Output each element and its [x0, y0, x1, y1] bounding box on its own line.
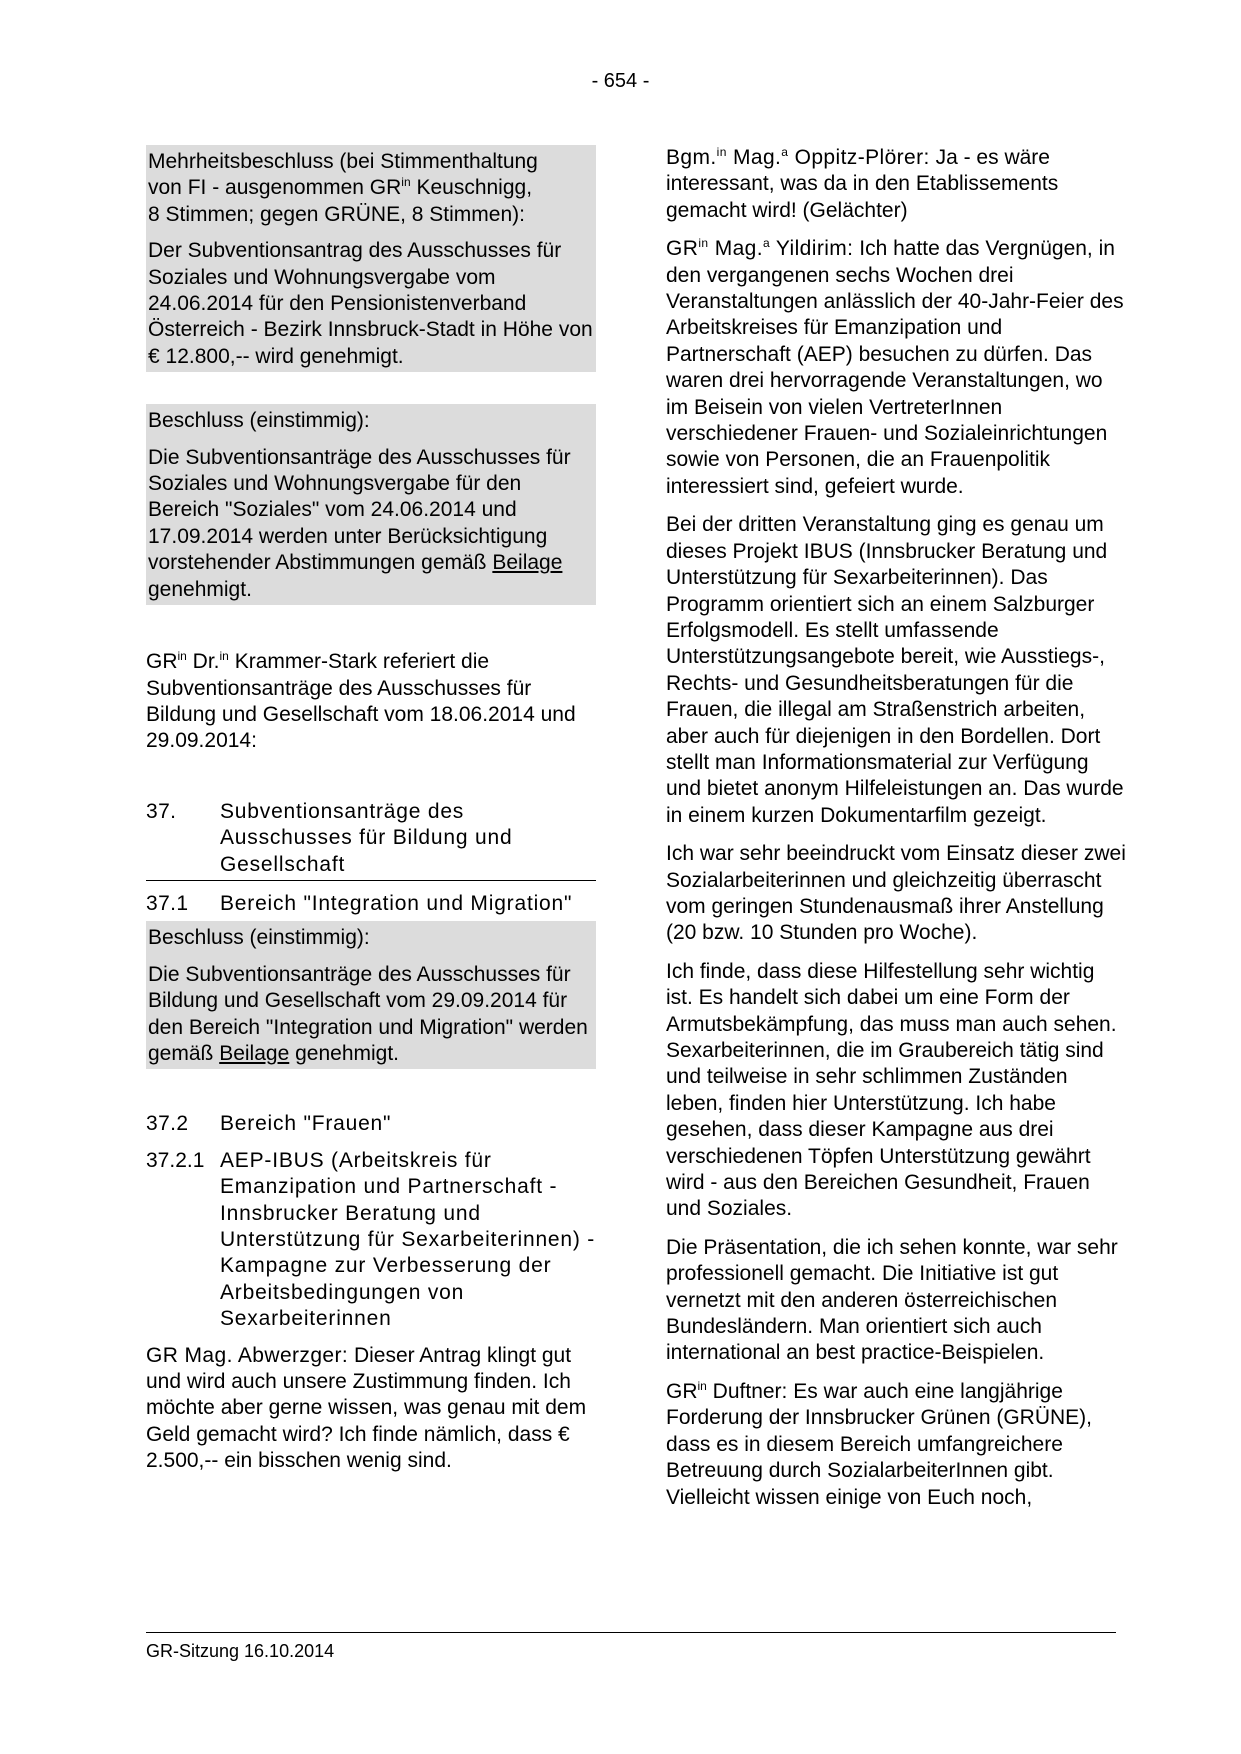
- speaker-name: $GR^{in}$ Mag.$^a$ Yildirim:: [666, 236, 854, 261]
- left-column: [146, 145, 596, 1475]
- item-title: AEP-IBUS (Arbeitskreis für Emanzipation und Partnerschaft - Innsbrucker Beratung und Unterstützung für Sexarbeiterinnen) - Kampagne zur Verbesserung der Arbeitsbedingungen von Sexarbeiterinnen: [220, 1148, 596, 1331]
- speech-paragraph: Bei der dritten Veranstaltung ging es genau um dieses Projekt IBUS (Innsbrucker Beratung und Unterstützung für Sexarbeiterinnen). Das Programm orientiert sich an einem Salzburger Erfolgsmodell. Es stellt umfassende Unterstützungsangebote bereit, wie Ausstiegs-, Rechts- und Gesundheitsberatungen für die Frauen, die illegal am Straßenstrich arbeiten, aber auch für diejenigen in den Bordellen. Dort stellt man Informationsmaterial zur Verfügung und bietet anonym Hilfeleistungen an. Das wurde in einem kurzen Dokumentarfilm gezeigt.: [666, 513, 1124, 827]
- attachment-link[interactable]: Beilage: [219, 1041, 290, 1065]
- item-number: 37.2: [146, 1112, 189, 1136]
- speech-paragraph: Die Präsentation, die ich sehen konnte, war sehr professionell gemacht. Die Initiative ist gut vernetzt mit den anderen österreichischen Bundesländern. Man orientiert sich auch international an best practice-Beispielen.: [666, 1235, 1118, 1365]
- resolution-text: Die Subventionsanträge des Ausschusses für Bildung und Gesellschaft vom 29.09.2014 für den Bereich "Integration und Migration" werden gemäß Beilage genehmigt.: [148, 962, 588, 1065]
- item-title: Subventionsanträge des Ausschusses für Bildung und Gesellschaft: [220, 799, 513, 876]
- page-number: - 654 -: [591, 70, 650, 92]
- footer-divider: [146, 1632, 1116, 1633]
- attachment-link[interactable]: Beilage: [492, 551, 563, 575]
- speaker-name: $GR^{in}$ Duftner:: [666, 1379, 788, 1403]
- resolution-box-integration: [146, 921, 596, 1069]
- item-title: Bereich "Integration und Migration": [220, 891, 573, 915]
- agenda-item-37: [146, 799, 596, 881]
- agenda-item-37-1: [146, 891, 596, 917]
- item-number: 37.: [146, 799, 177, 823]
- resolution-text: Die Subventionsanträge des Ausschusses für Soziales und Wohnungsvergabe für den Bereich "Soziales" vom 24.06.2014 und 17.09.2014 werden unter Berücksichtigung vorstehender Abstimmungen gemäß Beilage genehmigt.: [148, 445, 571, 601]
- right-column: [666, 145, 1126, 1511]
- resolution-text: Der Subventionsantrag des Ausschusses für Soziales und Wohnungsvergabe vom 24.06.2014 für den Pensionistenverband Österreich - Bezirk Innsbruck-Stadt in Höhe von € 12.800,-- wird genehmigt.: [148, 239, 593, 368]
- item-title: Bereich "Frauen": [220, 1112, 392, 1136]
- speech-paragraph: Ich finde, dass diese Hilfestellung sehr wichtig ist. Es handelt sich dabei um eine Form der Armutsbekämpfung, das muss man auch sehen. Sexarbeiterinnen, die im Graubereich tätig sind und teilweise in sehr schlimmen Zuständen leben, finden hier Unterstützung. Ich habe gesehen, dass dieser Kampagne aus drei verschiedenen Töpfen Unterstützung gewährt wird - aus den Bereichen Gesundheit, Frauen und Soziales.: [666, 959, 1117, 1221]
- agenda-item-37-2: [146, 1111, 596, 1137]
- item-number: 37.2.1: [146, 1148, 205, 1172]
- speaker-name: Bgm.$^{in}$ Mag.$^a$ Oppitz-Plörer:: [666, 145, 930, 169]
- resolution-heading: Beschluss (einstimmig):: [148, 409, 370, 433]
- speech-duftner: $GR^{in}$ Duftner: Es war auch eine langjährige Forderung der Innsbrucker Grünen (GRÜNE), dass es in diesem Bereich umfangreichere Betreuung durch SozialarbeiterInnen gibt. Vielleicht wissen einige von Euch noch,: [666, 1379, 1092, 1509]
- agenda-item-37-2-1: [146, 1148, 596, 1333]
- item-number: 37.1: [146, 891, 189, 915]
- speech-paragraph: Ich war sehr beeindruckt vom Einsatz dieser zwei Sozialarbeiterinnen und gleichzeitig überrascht vom geringen Stundenausmaß ihrer Anstellung (20 bzw. 10 Stunden pro Woche).: [666, 842, 1126, 945]
- speech-oppitz-ploerer: Bgm.$^{in}$ Mag.$^a$ Oppitz-Plörer: Ja - es wäre interessant, was da in den Etablissements gemacht wird! (Gelächter): [666, 145, 1059, 222]
- speech-yildirim: $GR^{in}$ Mag.$^a$ Yildirim: Ich hatte das Vergnügen, in den vergangenen sechs Wochen drei Veranstaltungen anlässlich der 40-Jahr-Feier des Arbeitskreises für Emanzipation und Partnerschaft (AEP) besuchen zu dürfen. Das waren drei hervorragende Veranstaltungen, wo im Beisein von vielen VertreterInnen verschiedener Frauen- und Sozialeinrichtungen sowie von Personen, die an Frauenpolitik interessiert sind, gefeiert wurde.: [666, 236, 1124, 498]
- resolution-box-majority: [146, 145, 596, 372]
- resolution-box-unanimous: [146, 404, 596, 605]
- resolution-heading: Mehrheitsbeschluss (bei Stimmenthaltung von FI - ausgenommen $GR^{in}$ Keuschnigg, 8 Stimmen; gegen GRÜNE, 8 Stimmen):: [148, 150, 538, 226]
- speaker-name: GR Mag. Abwerzger:: [146, 1343, 349, 1367]
- speech-abwerzger: GR Mag. Abwerzger: Dieser Antrag klingt gut und wird auch unsere Zustimmung finden. Ich möchte aber gerne wissen, was genau mit dem Geld gemacht wird? Ich finde nämlich, dass € 2.500,-- ein bisschen wenig sind.: [146, 1343, 587, 1473]
- footer-session: GR-Sitzung 16.10.2014: [146, 1641, 335, 1661]
- resolution-heading: Beschluss (einstimmig):: [148, 926, 370, 950]
- report-intro: $GR^{in}$ Dr.$^{in}$ Krammer-Stark referiert die Subventionsanträge des Ausschusses für Bildung und Gesellschaft vom 18.06.2014 und 29.09.2014:: [146, 649, 576, 753]
